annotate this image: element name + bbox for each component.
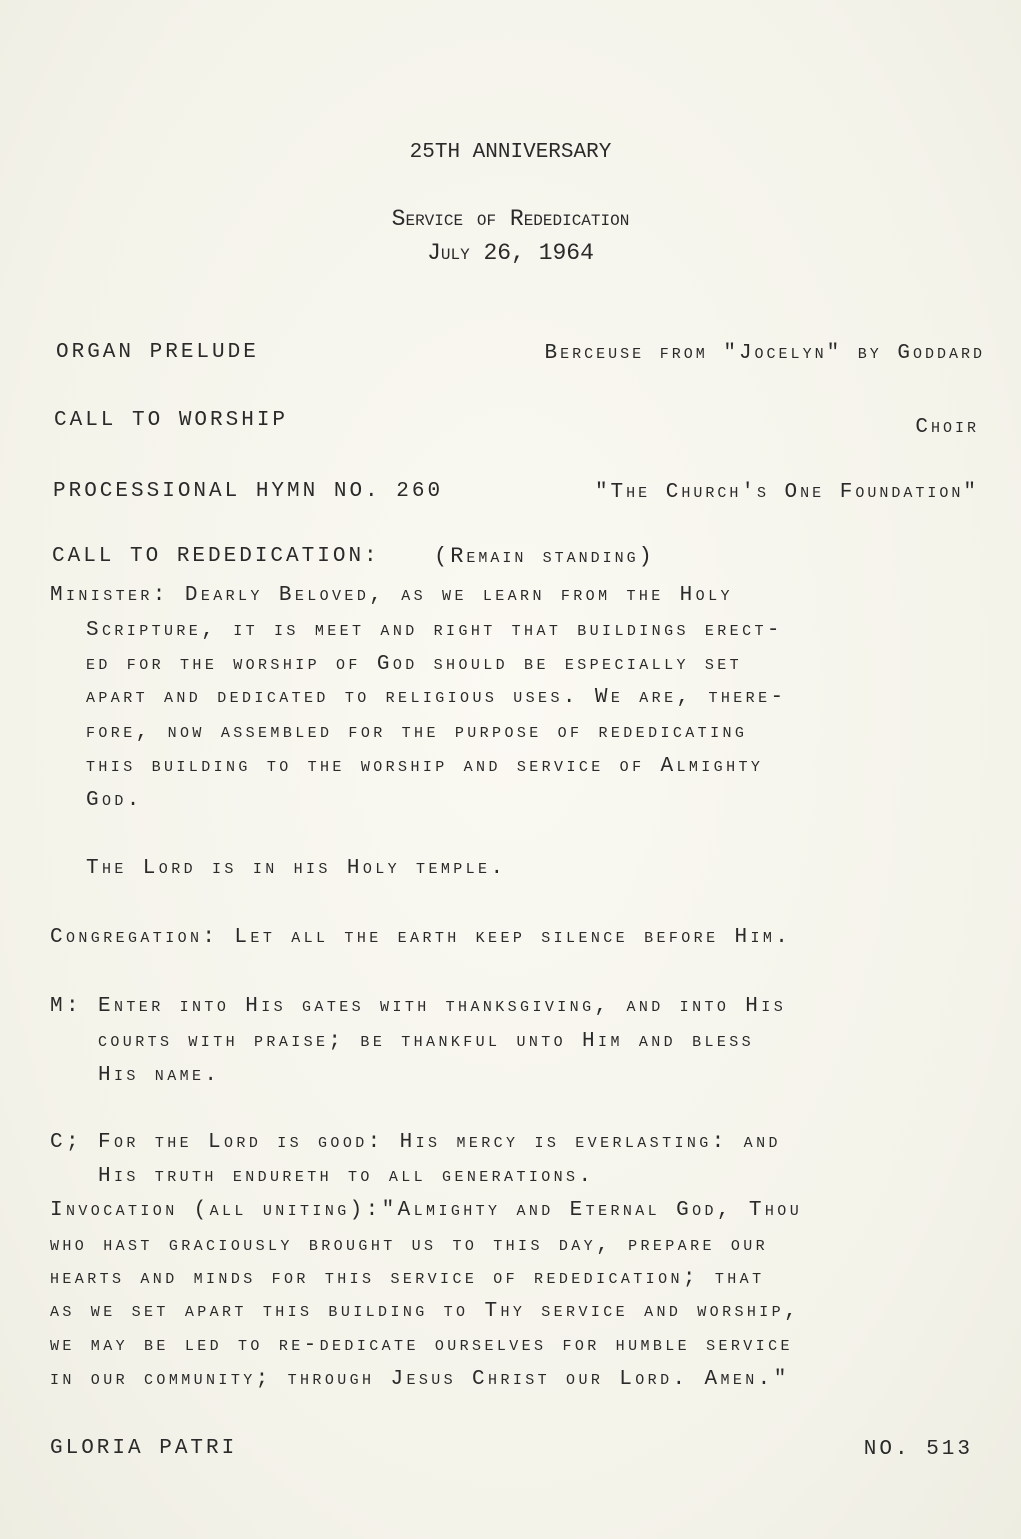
service-title: Service of Rededication [391,206,630,232]
service-date: July 26, 1964 [427,240,594,266]
invocation-line: as we set apart this building to Thy service and worship, [50,1300,801,1323]
minister-line: ed for the worship of God should be especially set [86,653,743,676]
minister-line: Scripture, it is meet and right that buildings erect- [86,619,783,642]
minister-line: apart and dedicated to religious uses. We are, there- [86,686,787,709]
organ-prelude-detail: Berceuse from "Jocelyn" by Goddard [544,342,985,365]
invocation-line: in our community; through Jesus Christ our Lord. Amen." [50,1368,790,1391]
holy-temple-line: The Lord is in his Holy temple. [86,857,507,880]
anniversary-title: 25TH ANNIVERSARY [409,141,612,164]
m-response-line: M: Enter into His gates with thanksgiving, and into His [50,995,787,1018]
c-response-line: C; For the Lord is good: His mercy is everlasting: and [50,1131,781,1154]
call-to-worship-label: CALL TO WORSHIP [54,409,289,432]
invocation-line: hearts and minds for this service of rededication; that [50,1267,765,1290]
processional-hymn-label: PROCESSIONAL HYMN NO. 260 [53,480,444,503]
gloria-patri-label: GLORIA PATRI [50,1437,238,1460]
call-to-worship-detail: Choir [915,416,979,439]
m-response-line: His name. [98,1064,221,1087]
organ-prelude-label: ORGAN PRELUDE [56,341,259,364]
m-response-line: courts with praise; be thankful unto Him and bless [98,1030,755,1053]
congregation-line: Congregation: Let all the earth keep silence before Him. [50,926,792,949]
remain-standing-note: (Remain standing) [434,544,655,569]
minister-line: this building to the worship and service of Almighty [86,755,764,778]
invocation-line: who hast graciously brought us to this day, prepare our [50,1234,769,1257]
minister-line: fore, now assembled for the purpose of rededicating [86,721,748,744]
invocation-line: we may be led to re-dedicate ourselves for humble service [50,1334,793,1357]
minister-line: God. [86,789,143,812]
processional-hymn-title: "The Church's One Foundation" [594,481,979,504]
minister-line: Minister: Dearly Beloved, as we learn from the Holy [50,584,733,607]
gloria-patri-number: NO. 513 [863,1438,973,1461]
invocation-line: Invocation (all uniting):"Almighty and Eternal God, Thou [50,1199,803,1222]
c-response-line: His truth endureth to all generations. [98,1165,595,1188]
call-to-rededication-label: CALL TO REDEDICATION: [52,545,380,568]
